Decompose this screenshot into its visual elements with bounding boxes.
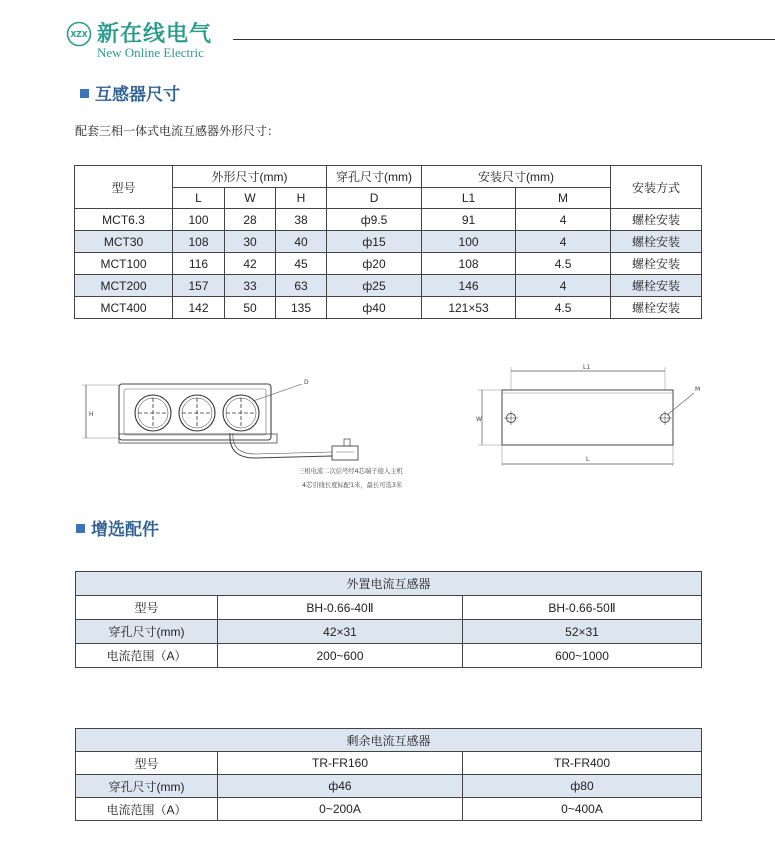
cell-value: 600~1000: [463, 644, 702, 668]
cell-m: 4: [516, 209, 611, 231]
cell-l: 108: [173, 231, 225, 253]
cell-m: 4: [516, 231, 611, 253]
row-label: 穿孔尺寸(mm): [76, 775, 218, 798]
section-title-accessories: [76, 515, 159, 540]
subheader-w: W: [225, 188, 276, 209]
cell-w: 50: [225, 297, 276, 319]
cell-l1: 121×53: [422, 297, 516, 319]
cell-value: 42×31: [218, 620, 463, 644]
ct-front-drawing: [80, 370, 450, 495]
logo-icon: [66, 21, 92, 47]
row-label: 电流范围（A）: [76, 798, 218, 821]
cell-method: 螺栓安装: [611, 275, 702, 297]
cell-l: 100: [173, 209, 225, 231]
cell-model: MCT200: [75, 275, 173, 297]
ct-mounting-drawing: [468, 360, 708, 475]
cell-m: 4: [516, 275, 611, 297]
cell-h: 45: [276, 253, 327, 275]
cell-value: ф46: [218, 775, 463, 798]
cell-l1: 91: [422, 209, 516, 231]
cell-m: 4.5: [516, 253, 611, 275]
header-mount-method: 安装方式: [611, 166, 702, 209]
table-row: [75, 275, 702, 297]
cell-w: 30: [225, 231, 276, 253]
table-caption: 剩余电流互感器: [76, 729, 702, 752]
residual-ct-table: [75, 728, 702, 821]
cell-h: 63: [276, 275, 327, 297]
row-label: 穿孔尺寸(mm): [76, 620, 218, 644]
table-row: [76, 752, 702, 775]
cell-l1: 108: [422, 253, 516, 275]
cell-l1: 100: [422, 231, 516, 253]
subheader-h: H: [276, 188, 327, 209]
external-ct-table: [75, 571, 702, 668]
table-row: [75, 209, 702, 231]
row-label: 型号: [76, 752, 218, 775]
dimension-table: [74, 165, 702, 319]
drawing-note-line1: 三相电流二次信号经4芯端子接入主机: [298, 468, 403, 475]
table-row: [76, 644, 702, 668]
table-row: [76, 775, 702, 798]
cell-h: 40: [276, 231, 327, 253]
cell-m: 4.5: [516, 297, 611, 319]
dim-label-w: W: [476, 416, 482, 423]
section-title-dimensions: [80, 80, 180, 105]
subheader-l1: L1: [422, 188, 516, 209]
cell-w: 33: [225, 275, 276, 297]
brand-name-cn: 新在线电气: [97, 21, 213, 46]
subheader-d: D: [327, 188, 422, 209]
dim-label-l: L: [586, 456, 590, 463]
brand-name-en: New Online Electric: [97, 45, 204, 60]
dim-label-d: D: [304, 379, 309, 386]
row-label: 电流范围（A）: [76, 644, 218, 668]
row-label: 型号: [76, 596, 218, 620]
cell-l: 142: [173, 297, 225, 319]
table-caption: 外置电流互感器: [76, 572, 702, 596]
table-row: [76, 620, 702, 644]
cell-d: ф9.5: [327, 209, 422, 231]
cell-d: ф15: [327, 231, 422, 253]
cell-h: 38: [276, 209, 327, 231]
cell-method: 螺栓安装: [611, 253, 702, 275]
subheader-l: L: [173, 188, 225, 209]
cell-model: MCT100: [75, 253, 173, 275]
header-mount-size: 安装尺寸(mm): [422, 166, 611, 188]
cell-method: 螺栓安装: [611, 209, 702, 231]
header-hole-size: 穿孔尺寸(mm): [327, 166, 422, 188]
intro-text: 配套三相一体式电流互感器外形尺寸：: [75, 124, 280, 138]
cell-value: 0~400A: [463, 798, 702, 821]
cell-model: MCT30: [75, 231, 173, 253]
section-title-text: 互感器尺寸: [95, 85, 180, 104]
section-title-text: 增选配件: [91, 520, 159, 539]
table-row: [75, 297, 702, 319]
header-divider: [233, 39, 775, 40]
cell-value: 52×31: [463, 620, 702, 644]
section-marker-icon: [76, 524, 85, 533]
cell-method: 螺栓安装: [611, 231, 702, 253]
cell-value: BH-0.66-50Ⅱ: [463, 596, 702, 620]
cell-model: MCT400: [75, 297, 173, 319]
cell-value: BH-0.66-40Ⅱ: [218, 596, 463, 620]
cell-value: 200~600: [218, 644, 463, 668]
cell-value: 0~200A: [218, 798, 463, 821]
cell-w: 28: [225, 209, 276, 231]
drawing-note-line2: 4芯引线长度标配1米，最长可选3米: [302, 482, 403, 489]
logo-text: XZX: [70, 30, 88, 39]
cell-value: ф80: [463, 775, 702, 798]
table-row: [75, 231, 702, 253]
cell-value: TR-FR160: [218, 752, 463, 775]
cell-d: ф20: [327, 253, 422, 275]
cell-d: ф40: [327, 297, 422, 319]
cell-l: 116: [173, 253, 225, 275]
table-row: [76, 596, 702, 620]
cell-d: ф25: [327, 275, 422, 297]
subheader-m: M: [516, 188, 611, 209]
dim-label-h: H: [89, 411, 94, 418]
dim-label-m: M: [695, 386, 701, 393]
cell-l1: 146: [422, 275, 516, 297]
cell-w: 42: [225, 253, 276, 275]
table-row: [75, 253, 702, 275]
cell-model: MCT6.3: [75, 209, 173, 231]
header-outer-size: 外形尺寸(mm): [173, 166, 327, 188]
cell-value: TR-FR400: [463, 752, 702, 775]
cell-l: 157: [173, 275, 225, 297]
cell-h: 135: [276, 297, 327, 319]
table-row: [76, 798, 702, 821]
cell-method: 螺栓安装: [611, 297, 702, 319]
dim-label-l1: L1: [583, 364, 591, 371]
section-marker-icon: [80, 89, 89, 98]
header-model: 型号: [75, 166, 173, 209]
